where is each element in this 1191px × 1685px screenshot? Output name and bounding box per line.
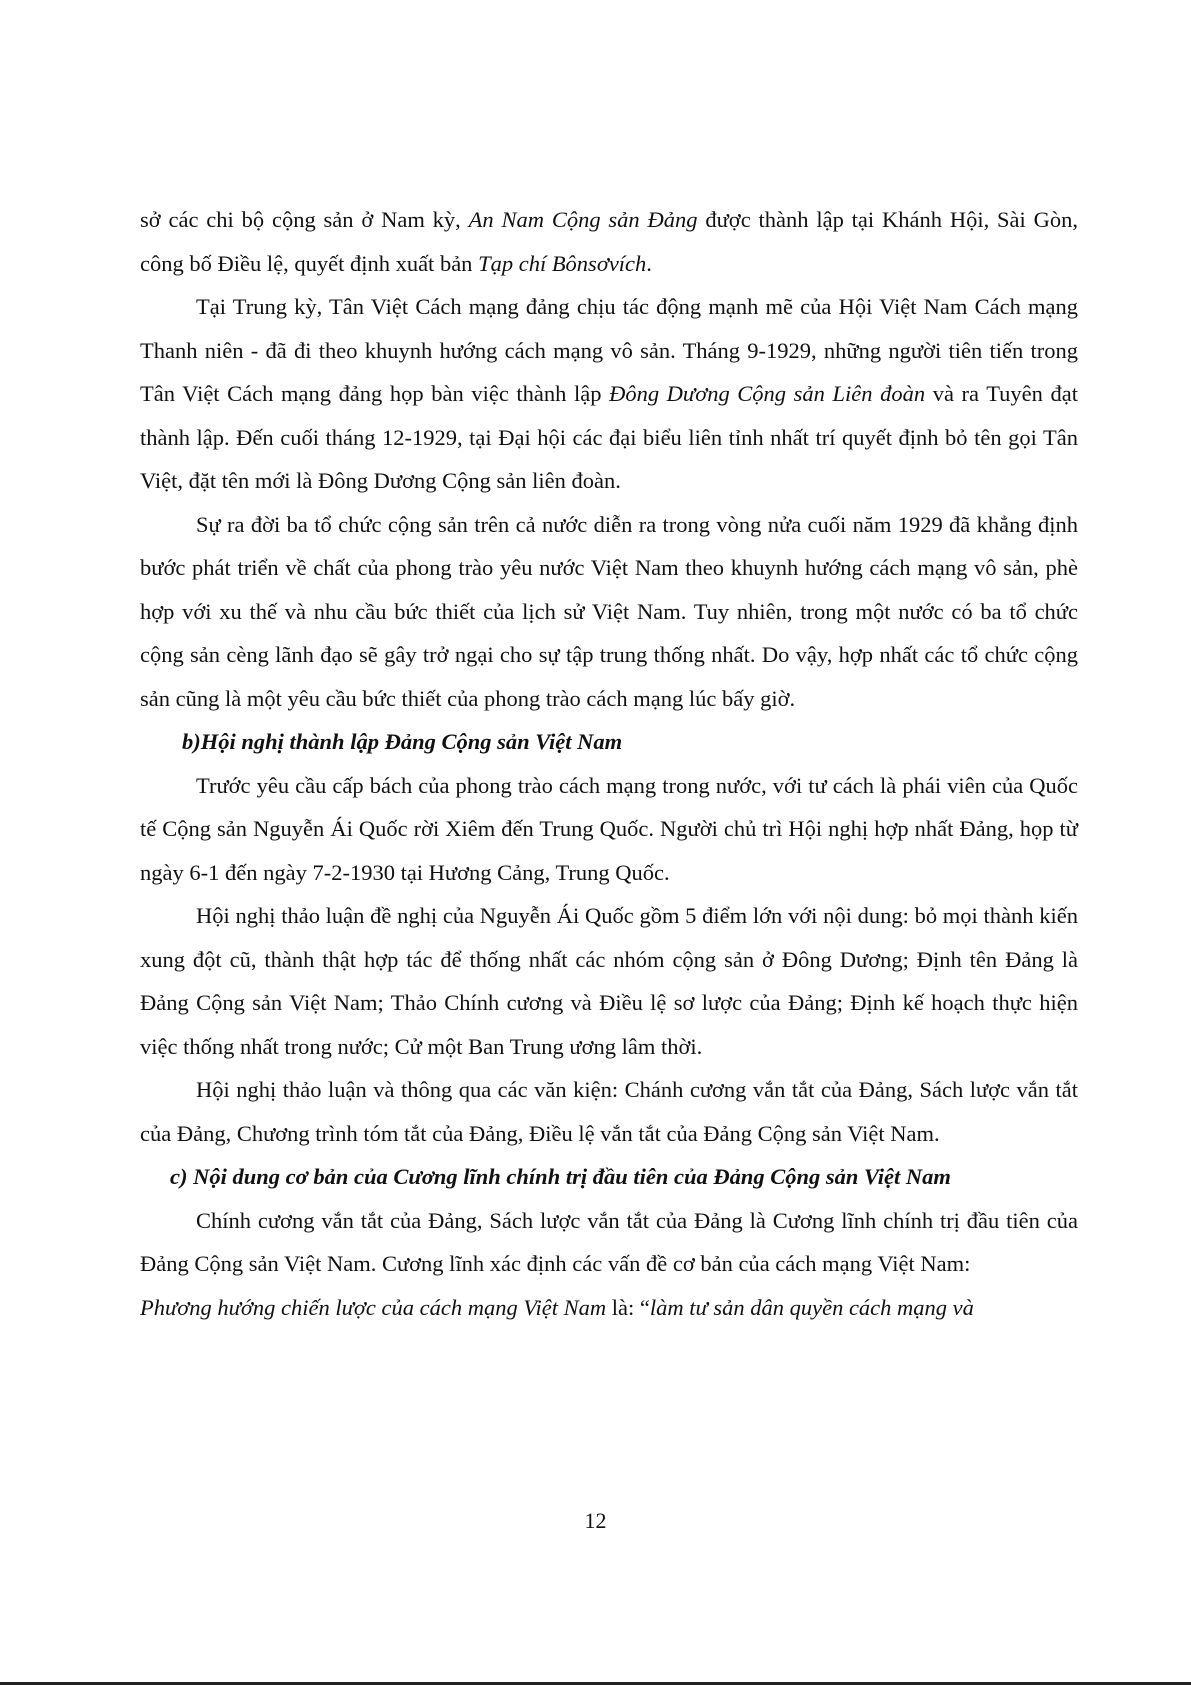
paragraph-5: Hội nghị thảo luận đề nghị của Nguyễn Ái Quốc gồm 5 điểm lớn với nội dung: bỏ mọi thành kiến xung đột cũ, thành thật hợp tác để thống nhất các nhóm cộng sản ở Đông Dương; Định tên Đảng là Đảng Cộng sản Việt Nam; Thảo Chính cương và Điều lệ sơ lược của Đảng; Định kế hoạch thực hiện việc thống nhất trong nước; Cử một Ban Trung ương lâm thời. xyxy=(140,903,1078,1059)
text-run: được thành lập tại Khánh Hội, Sài Gòn, công bố Điều lệ, quyết định xuất bản xyxy=(140,207,1079,276)
text-run: và ra Tuyên đạt thành lập. Đến cuối tháng 12-1929, tại Đại hội các đại biểu liên tỉnh nhất trí quyết định bỏ tên gọi Tân Việt, đặt tên mới là Đông Dương Cộng sản liên đoàn. xyxy=(140,381,1078,493)
document-page xyxy=(140,198,1078,1329)
text-run: Tại Trung kỳ, Tân Việt Cách mạng đảng chịu tác động mạnh mẽ của Hội Việt Nam Cách mạng Thanh niên - đã đi theo khuynh hướng cách mạng vô sản. Tháng 9-1929, những người tiên tiến trong Tân Việt Cách mạng đảng họp bàn việc thành lập xyxy=(140,294,1078,406)
paragraph-1 xyxy=(140,198,1078,285)
page-number: 12 xyxy=(584,1508,607,1533)
paragraph-8 xyxy=(140,1286,1078,1330)
paragraph-7: Chính cương vắn tắt của Đảng, Sách lược vắn tắt của Đảng là Cương lĩnh chính trị đầu tiên của Đảng Cộng sản Việt Nam. Cương lĩnh xác định các vấn đề cơ bản của cách mạng Việt Nam: xyxy=(140,1207,1078,1276)
paragraph-3: Sự ra đời ba tổ chức cộng sản trên cả nước diễn ra trong vòng nửa cuối năm 1929 đã khẳng định bước phát triển về chất của phong trào yêu nước Việt Nam theo khuynh hướng cách mạng vô sản, phè hợp với xu thế và nhu cầu bức thiết của lịch sử Việt Nam. Tuy nhiên, trong một nước có ba tổ chức cộng sản cèng lãnh đạo sẽ gây trở ngại cho sự tập trung thống nhất. Do vậy, hợp nhất các tổ chức cộng sản cũng là một yêu cầu bức thiết của phong trào cách mạng lúc bấy giờ. xyxy=(140,511,1078,711)
italic-quote: làm tư sản dân quyền cách mạng và xyxy=(649,1294,974,1320)
text-run: là: “ xyxy=(606,1294,650,1320)
paragraph-4: Trước yêu cầu cấp bách của phong trào cách mạng trong nước, với tư cách là phái viên của Quốc tế Cộng sản Nguyễn Ái Quốc rời Xiêm đến Trung Quốc. Người chủ trì Hội nghị hợp nhất Đảng, họp từ ngày 6-1 đến ngày 7-2-1930 tại Hương Cảng, Trung Quốc. xyxy=(140,772,1078,885)
italic-term-an-nam-cong-san-dang: An Nam Cộng sản Đảng xyxy=(468,207,698,232)
italic-term-dong-duong: Đông Dương Cộng sản Liên đoàn xyxy=(609,381,926,406)
italic-term-tap-chi: Tạp chí Bônsơvích xyxy=(478,250,647,276)
paragraph-6: Hội nghị thảo luận và thông qua các văn kiện: Chánh cương vắn tắt của Đảng, Sách lược vắn tắt của Đảng, Chương trình tóm tắt của Đảng, Điều lệ vắn tắt của Đảng Cộng sản Việt Nam. xyxy=(140,1077,1078,1146)
paragraph-2 xyxy=(140,285,1078,503)
text-run: sở các chi bộ cộng sản ở Nam kỳ, xyxy=(140,207,469,232)
section-heading-c: c) Nội dung cơ bản của Cương lĩnh chính trị đầu tiên của Đảng Cộng sản Việt Nam xyxy=(170,1164,951,1189)
italic-term-phuong-huong: Phương hướng chiến lược của cách mạng Việt Nam xyxy=(140,1294,607,1320)
text-run: . xyxy=(646,250,652,276)
section-heading-b: b)Hội nghị thành lập Đảng Cộng sản Việt Nam xyxy=(182,729,623,754)
